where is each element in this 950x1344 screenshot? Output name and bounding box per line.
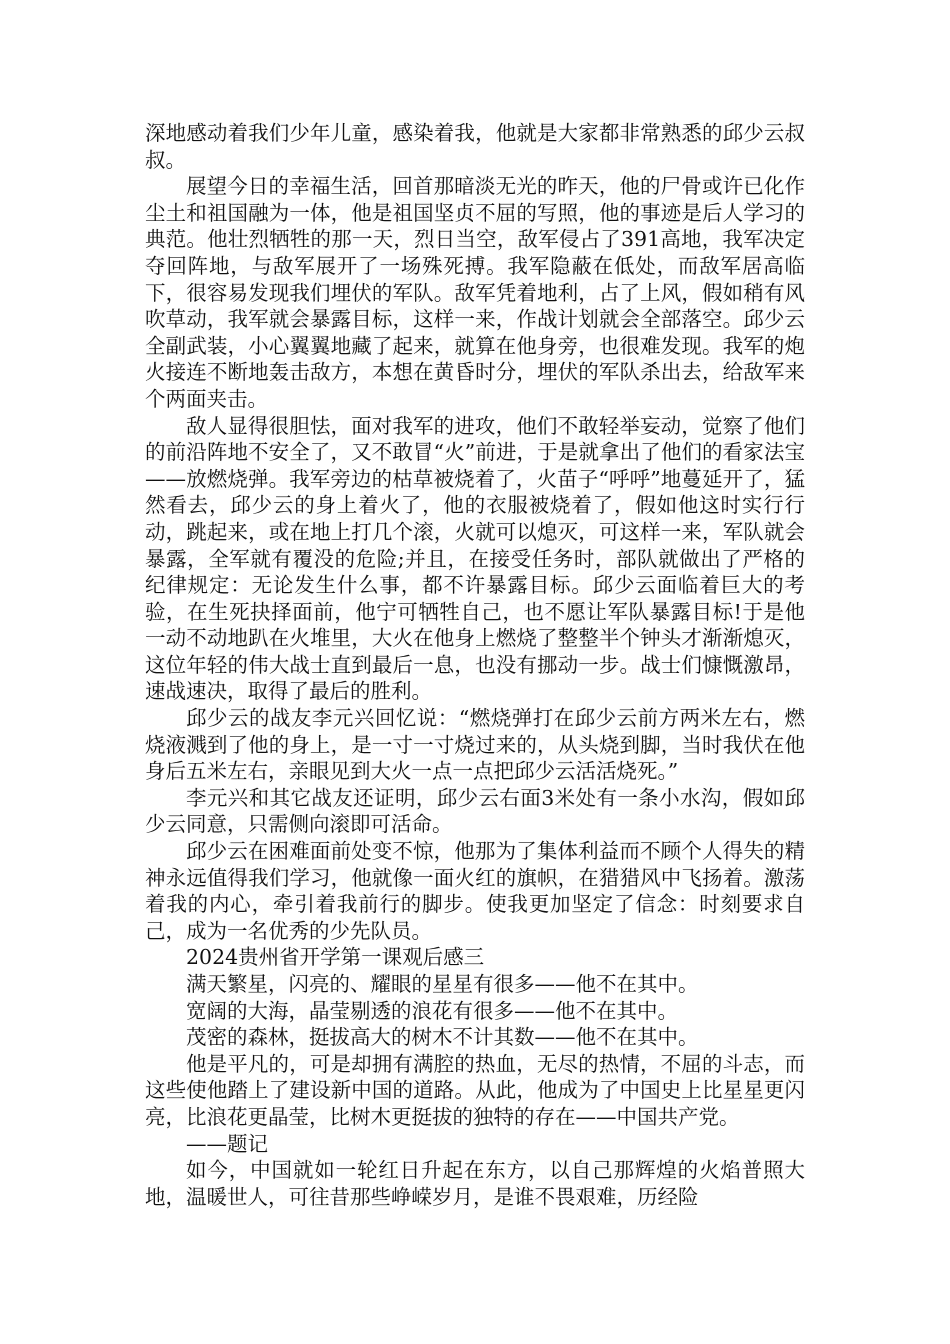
paragraph-comrade-testimony: 李元兴和其它战友还证明，邱少云右面3米处有一条小水沟，假如邱少云同意，只需侧向滚即可活命。 (145, 785, 805, 837)
poem-line-stars: 满天繁星，闪亮的、耀眼的星星有很多——他不在其中。 (186, 972, 699, 996)
paragraph-continuation: 深地感动着我们少年儿童，感染着我，他就是大家都非常熟悉的邱少云叔叔。 (145, 121, 805, 172)
paragraph-party-intro: 他是平凡的，可是却拥有满腔的热血，无尽的热情，不屈的斗志，而这些使他踏上了建设新中国的道路。从此，他成为了中国史上比星星更闪亮，比浪花更晶莹，比树木更挺拔的独特的存在——中国共产党。 (145, 1051, 805, 1129)
paragraph-incendiary-attack: 敌人显得很胆怯，面对我军的进攻，他们不敢轻举妄动，觉察了他们的前沿阵地不安全了，又不敢冒“火”前进，于是就拿出了他们的看家法宝——放燃烧弹。我军旁边的枯草被烧着了，火苗子“呼呼”地蔓延开了，猛然看去，邱少云的身上着火了，他的衣服被烧着了，假如他这时实行行动，跳起来，或在地上打几个滚，火就可以熄灭，可这样一来，军队就会暴露，全军就有覆没的危险;并且，在接受任务时，部队就做出了严格的纪律规定：无论发生什么事，都不许暴露目标。邱少云面临着巨大的考验，在生死抉择面前，他宁可牺牲自己，也不愿让军队暴露目标!于是他一动不动地趴在火堆里，大火在他身上燃烧了整整半个钟头才渐渐熄灭，这位年轻的伟大战士直到最后一息，也没有挪动一步。战士们慷慨激昂，速战速决，取得了最后的胜利。 (145, 413, 805, 704)
document-body (145, 120, 805, 1210)
section-heading: 2024贵州省开学第一课观后感三 (186, 945, 485, 970)
paragraph-today: 如今，中国就如一轮红日升起在东方，以自己那辉煌的火焰普照大地，温暖世人，可往昔那些峥嵘岁月，是谁不畏艰难，历经险 (145, 1158, 805, 1209)
paragraph-battle-background: 展望今日的幸福生活，回首那暗淡无光的昨天，他的尸骨或许已化作尘土和祖国融为一体，他是祖国坚贞不屈的写照，他的事迹是后人学习的典范。他壮烈牺牲的那一天，烈日当空，敌军侵占了391高地，我军决定夺回阵地，与敌军展开了一场殊死搏。我军隐蔽在低处，而敌军居高临下，很容易发现我们埋伏的军队。敌军凭着地利，占了上风，假如稍有风吹草动，我军就会暴露目标，这样一来，作战计划就会全部落空。邱少云全副武装，小心翼翼地藏了起来，就算在他身旁，也很难发现。我军的炮火接连不断地轰击敌方，本想在黄昏时分，埋伏的军队杀出去，给敌军来个两面夹击。 (145, 174, 805, 411)
paragraph-comrade-recollection: 邱少云的战友李元兴回忆说：“燃烧弹打在邱少云前方两米左右，燃烧液溅到了他的身上，是一寸一寸烧过来的，从头烧到脚，当时我伏在他身后五米左右，亲眼见到大火一点一点把邱少云活活烧死。” (145, 706, 805, 784)
epigraph-label: ——题记 (186, 1131, 268, 1156)
poem-line-forest: 茂密的森林，挺拔高大的树木不计其数——他不在其中。 (186, 1025, 699, 1050)
poem-line-sea: 宽阔的大海，晶莹剔透的浪花有很多——他不在其中。 (186, 998, 678, 1023)
paragraph-reflection: 邱少云在困难面前处变不惊，他那为了集体利益而不顾个人得失的精神永远值得我们学习，他就像一面火红的旗帜，在猎猎风中飞扬着。激荡着我的内心，牵引着我前行的脚步。使我更加坚定了信念：时刻要求自己，成为一名优秀的少先队员。 (145, 839, 805, 943)
